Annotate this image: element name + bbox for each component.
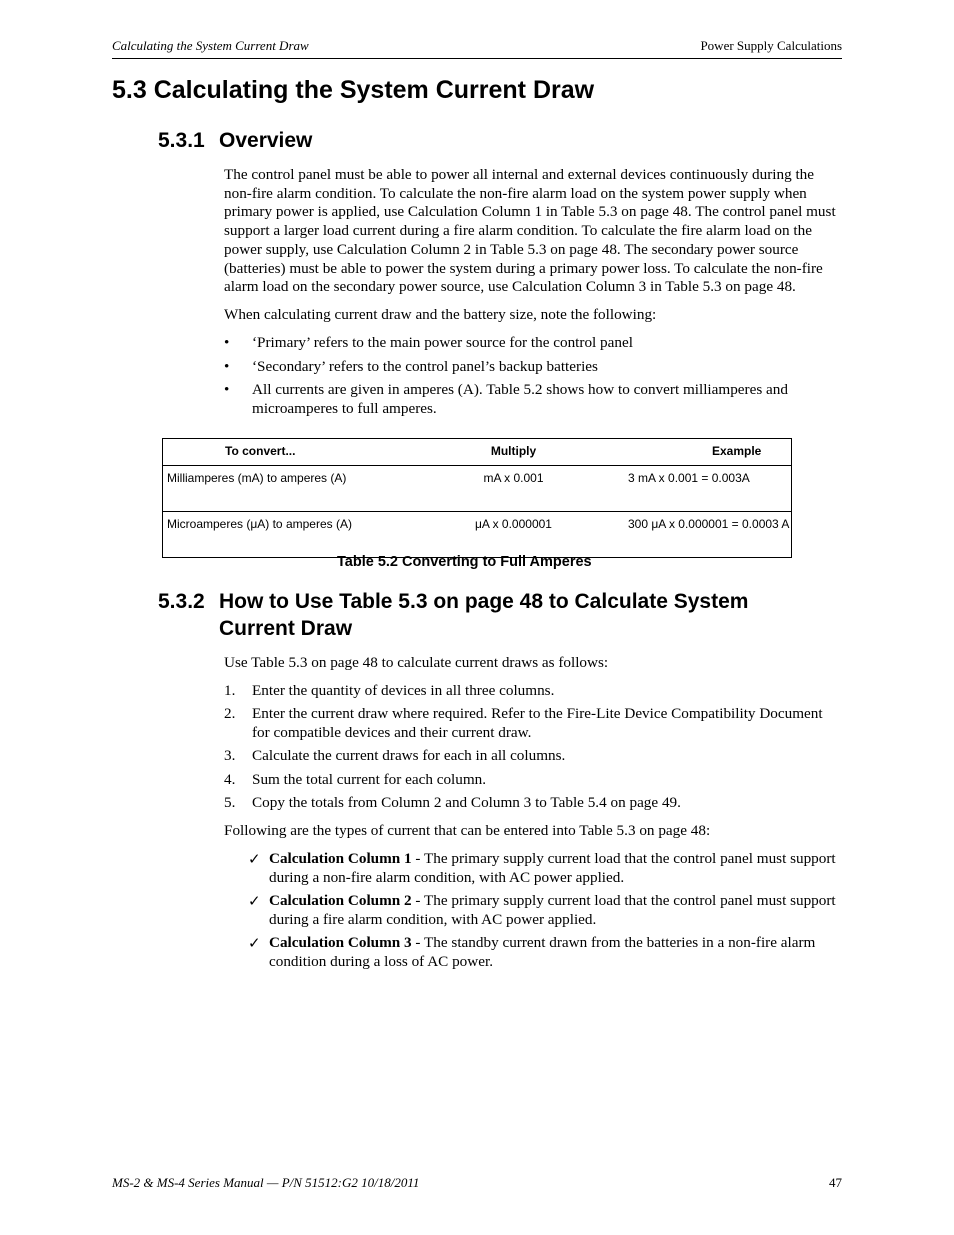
conversion-table	[162, 438, 792, 558]
step-text: Copy the totals from Column 2 and Column 3 to Table 5.4 on page 49.	[252, 794, 681, 811]
step-text: Calculate the current draws for each in all columns.	[252, 747, 566, 764]
checkmark-icon: ✓	[248, 934, 261, 952]
table-cell: Microamperes (μA) to amperes (A)	[163, 512, 402, 558]
list-item	[224, 771, 842, 790]
howto-intro-paragraph: Use Table 5.3 on page 48 to calculate current draws as follows:	[224, 654, 609, 671]
check-item-label: Calculation Column 1	[269, 850, 412, 867]
checkmark-icon: ✓	[248, 850, 261, 868]
page-header	[112, 36, 842, 59]
step-text: Enter the current draw where required. Refer to the Fire-Lite Device Compatibility Document for compatible devices and their current draw.	[252, 705, 823, 741]
subsection-title: How to Use Table 5.3 on page 48 to Calculate System	[219, 590, 749, 613]
list-item	[248, 892, 842, 929]
step-text: Enter the quantity of devices in all three columns.	[252, 682, 555, 699]
checkmark-icon: ✓	[248, 892, 261, 910]
bullet-text: ‘Primary’ refers to the main power source for the control panel	[252, 334, 633, 351]
table-header-cell: Multiply	[401, 439, 626, 466]
table-cell: 3 mA x 0.001 = 0.003A	[626, 466, 792, 512]
section-title: 5.3 Calculating the System Current Draw	[112, 76, 595, 104]
subsection-overview-heading	[158, 127, 312, 154]
subsection-howto-heading	[158, 588, 748, 642]
subsection-number: 5.3.2	[158, 590, 205, 613]
subsection-title-continued: Current Draw	[219, 617, 353, 640]
step-number: 1.	[224, 682, 236, 699]
header-chapter-title: Calculating the System Current Draw	[112, 38, 309, 53]
list-item	[224, 705, 842, 742]
list-item	[224, 794, 842, 813]
table-header-row	[163, 439, 792, 466]
table-header-cell: Example	[626, 439, 792, 466]
bullet-icon: •	[224, 381, 230, 398]
table-caption: Table 5.2 Converting to Full Amperes	[337, 554, 592, 570]
list-item	[248, 934, 842, 971]
list-item	[224, 358, 842, 377]
table-row	[163, 512, 792, 558]
subsection-number: 5.3.1	[158, 129, 205, 152]
list-item	[248, 850, 842, 887]
page-number: 47	[829, 1175, 842, 1190]
table-cell: Milliamperes (mA) to amperes (A)	[163, 466, 402, 512]
table-row	[163, 466, 792, 512]
list-item	[224, 334, 842, 353]
bullet-text: ‘Secondary’ refers to the control panel’s backup batteries	[252, 358, 598, 375]
check-item-text: - The primary supply current load that the control panel must support during a non-fire alarm condition, with AC power applied.	[269, 850, 836, 886]
footer-manual-info: MS-2 & MS-4 Series Manual — P/N 51512:G2 10/18/2011	[112, 1175, 420, 1190]
bullet-text: All currents are given in amperes (A). Table 5.2 shows how to convert milliamperes and microamperes to full amperes.	[252, 381, 788, 417]
step-text: Sum the total current for each column.	[252, 771, 487, 788]
list-item	[224, 747, 842, 766]
table-cell: μA x 0.000001	[401, 512, 626, 558]
list-item	[224, 682, 842, 701]
check-item-text: - The standby current drawn from the batteries in a non-fire alarm condition during a loss of AC power.	[269, 934, 816, 970]
check-item-label: Calculation Column 2	[269, 892, 412, 909]
bullet-icon: •	[224, 358, 230, 375]
check-item-label: Calculation Column 3	[269, 934, 412, 951]
step-number: 4.	[224, 771, 236, 788]
note-intro-paragraph: When calculating current draw and the battery size, note the following:	[224, 306, 657, 323]
subsection-title: Overview	[219, 129, 313, 152]
current-types-intro: Following are the types of current that can be entered into Table 5.3 on page 48:	[224, 822, 711, 839]
list-item	[224, 381, 842, 418]
table-cell: mA x 0.001	[401, 466, 626, 512]
table-header-cell: To convert...	[163, 439, 402, 466]
step-number: 5.	[224, 794, 236, 811]
step-number: 2.	[224, 705, 236, 722]
step-number: 3.	[224, 747, 236, 764]
overview-paragraph: The control panel must be able to power all internal and external devices continuously during the non-fire alarm condition. To calculate the non-fire alarm load on the system power supply when primary power is applied, use Calculation Column 1 in Table 5.3 on page 48. The control panel must support a larger load current during a fire alarm condition. To calculate the fire alarm load on the power supply, use Calculation Column 2 in Table 5.3 on page 48. The secondary power source (batteries) must be able to power the system during a primary power loss. To calculate the non-fire alarm load on the secondary power source, use Calculation Column 3 in Table 5.3 on page 48.	[224, 166, 836, 296]
header-section-title: Power Supply Calculations	[700, 38, 842, 53]
check-item-text: - The primary supply current load that the control panel must support during a fire alarm condition, with AC power applied.	[269, 892, 836, 928]
table-cell: 300 μA x 0.000001 = 0.0003 A	[626, 512, 792, 558]
bullet-icon: •	[224, 334, 230, 351]
